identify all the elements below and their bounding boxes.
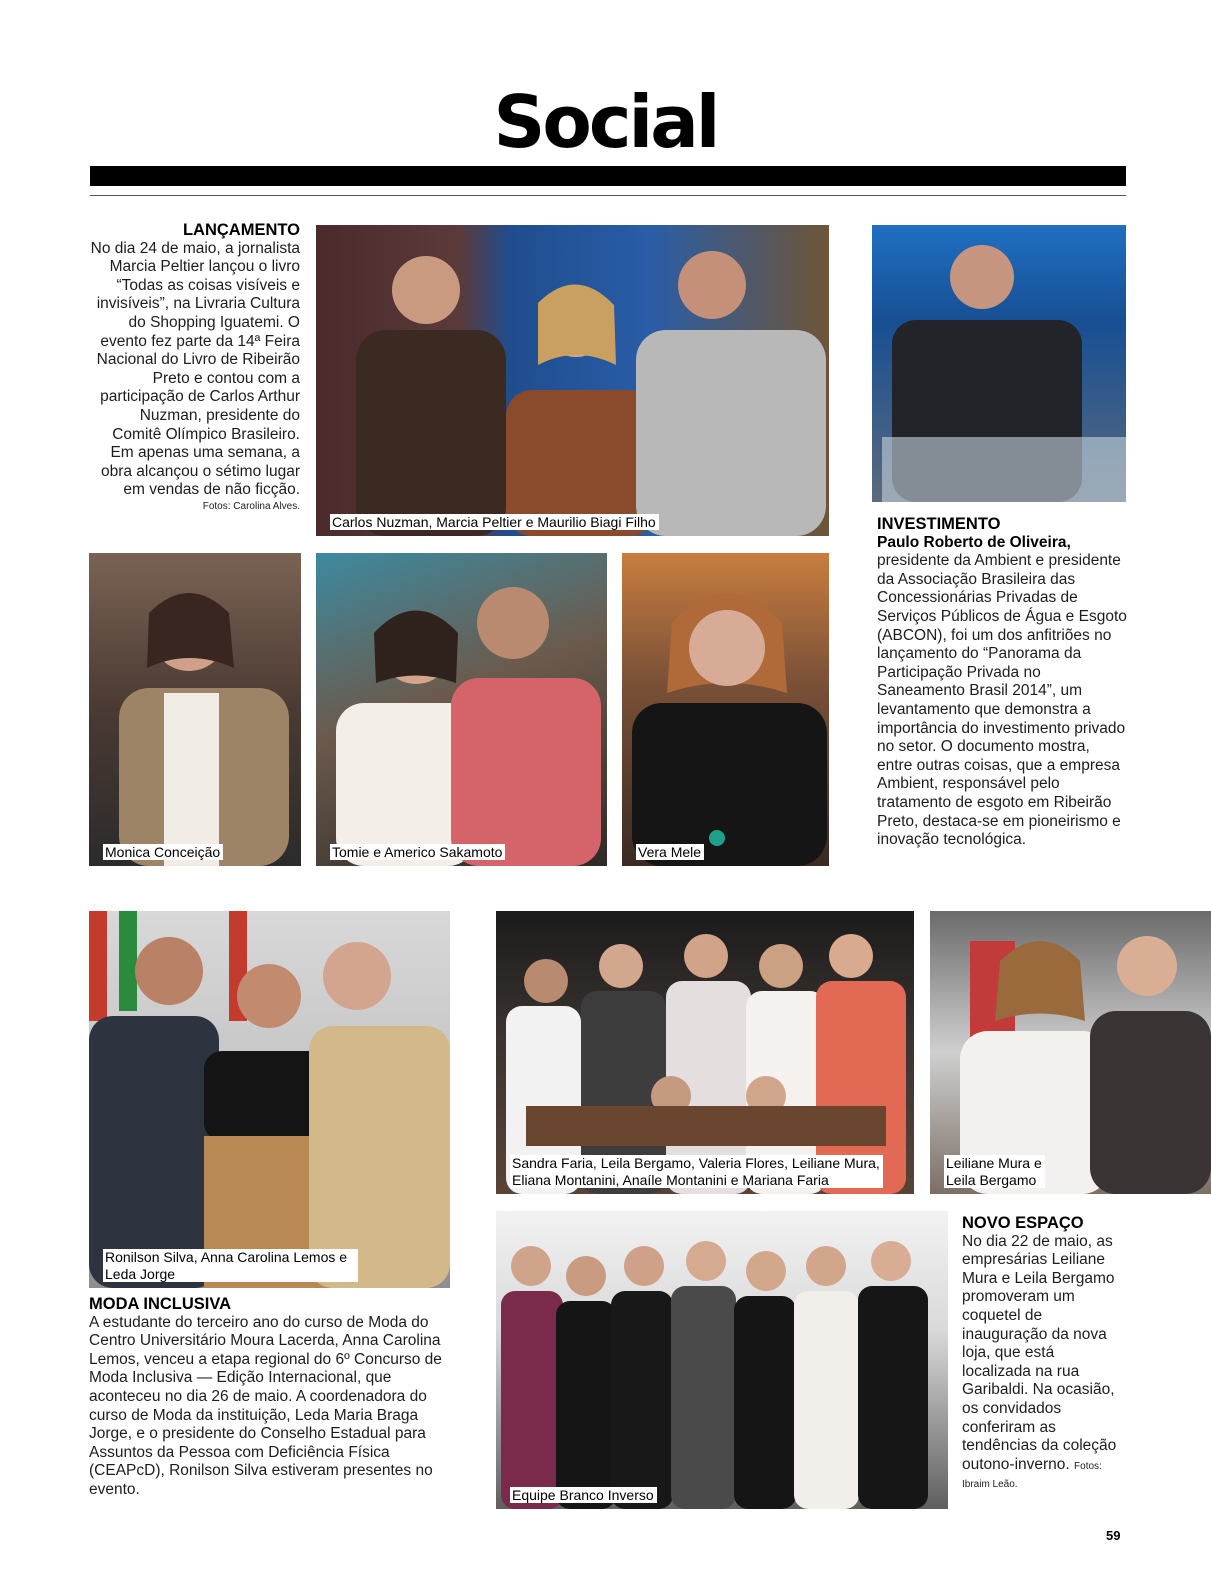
- monica-photo: [89, 553, 301, 866]
- title-thin-rule: [90, 195, 1126, 196]
- lancamento-article: [88, 221, 300, 514]
- launch-photo: [316, 225, 829, 536]
- page-number: 59: [1106, 1528, 1121, 1543]
- duo-caption-line2: Leila Bergamo: [946, 1171, 1037, 1188]
- launch-photo-illustration: [316, 225, 829, 536]
- monica-caption: Monica Conceição: [103, 844, 223, 861]
- monica-photo-illustration: [89, 553, 301, 866]
- group-caption-line1: Sandra Faria, Leila Bergamo, Valeria Flores, Leiliane Mura,: [512, 1155, 880, 1171]
- investimento-photo-illustration: [872, 225, 1126, 502]
- investimento-article: [877, 515, 1127, 850]
- vera-photo-illustration: [622, 553, 829, 866]
- investimento-name: Paulo Roberto de Oliveira,: [877, 533, 1071, 551]
- duo-photo: [930, 911, 1211, 1194]
- novo-espaco-heading: NOVO ESPAÇO: [962, 1214, 1084, 1232]
- investimento-heading: INVESTIMENTO: [877, 515, 1001, 533]
- moda-caption: Ronilson Silva, Anna Carolina Lemos e Leda Jorge: [103, 1249, 358, 1282]
- tomie-photo-illustration: [316, 553, 607, 866]
- page-title: Social: [493, 80, 718, 164]
- vera-caption: Vera Mele: [636, 844, 704, 861]
- novo-espaco-article: [962, 1214, 1127, 1493]
- novo-espaco-body-text: No dia 22 de maio, as empresárias Leiliane Mura e Leila Bergamo promoveram um coquetel de inauguração da nova loja, que está localizada na rua Garibaldi. Na ocasião, os convidados conferiram as tendências da coleção outono-inverno.: [962, 1232, 1117, 1473]
- team-caption: Equipe Branco Inverso: [510, 1487, 657, 1504]
- moda-body: A estudante do terceiro ano do curso de Moda do Centro Universitário Moura Lacerda, Anna Carolina Lemos, venceu a etapa regional do 6º Concurso de Moda Inclusiva — Edição Internacional, que aconteceu no dia 26 de maio. A coordenadora do curso de Moda da instituição, Leda Maria Braga Jorge, e o presidente do Conselho Estadual para Assuntos da Pessoa com Deficiência Física (CEAPcD), Ronilson Silva estiveram presentes no evento.: [89, 1313, 442, 1498]
- title-rule: [90, 166, 1126, 186]
- group-caption-line2: Eliana Montanini, Anaíle Montanini e Mariana Faria: [512, 1171, 829, 1188]
- team-photo: [496, 1211, 948, 1509]
- investimento-photo: [872, 225, 1126, 502]
- investimento-body: presidente da Ambient e presidente da Associação Brasileira das Concessionárias Privadas de Serviços Públicos de Água e Esgoto (ABCON), foi um dos anfitriões no lançamento do “Panorama da Participação Privada no Saneamento Brasil 2014”, um levantamento que demonstra a importância do investimento privado no setor. O documento mostra, entre outras coisas, que a empresa Ambient, responsável pelo tratamento de esgoto em Ribeirão Preto, destaca-se em pioneirismo e inovação tecnológica.: [877, 552, 1127, 849]
- lancamento-credit: Fotos: Carolina Alves.: [202, 500, 300, 512]
- launch-caption: Carlos Nuzman, Marcia Peltier e Maurilio Biagi Filho: [330, 514, 659, 531]
- group-photo-illustration: [496, 911, 914, 1194]
- duo-photo-illustration: [930, 911, 1211, 1194]
- novo-espaco-credit: Fotos: Ibraim Leão.: [962, 1460, 1102, 1491]
- novo-espaco-body: [962, 1233, 1127, 1493]
- lancamento-heading: LANÇAMENTO: [182, 221, 300, 239]
- lancamento-body: No dia 24 de maio, a jornalista Marcia Peltier lançou o livro “Todas as coisas visíveis e invisíveis”, na Livraria Cultura do Shopping Iguatemi. O evento fez parte da 14ª Feira Nacional do Livro de Ribeirão Preto e contou com a participação de Carlos Arthur Nuzman, presidente do Comitê Olímpico Brasileiro. Em apenas uma semana, a obra alcançou o sétimo lugar em vendas de não ficção.: [90, 239, 300, 499]
- moda-photo-illustration: [89, 911, 450, 1288]
- group-photo: [496, 911, 914, 1194]
- duo-caption-line1: Leiliane Mura e: [946, 1155, 1042, 1171]
- moda-article: [89, 1295, 449, 1500]
- tomie-caption: Tomie e Americo Sakamoto: [330, 844, 505, 861]
- vera-photo: [622, 553, 829, 866]
- team-photo-illustration: [496, 1211, 948, 1509]
- tomie-photo: [316, 553, 607, 866]
- moda-heading: MODA INCLUSIVA: [89, 1295, 232, 1313]
- group-caption: [510, 1155, 883, 1188]
- moda-photo: [89, 911, 450, 1288]
- duo-caption: [944, 1155, 1045, 1188]
